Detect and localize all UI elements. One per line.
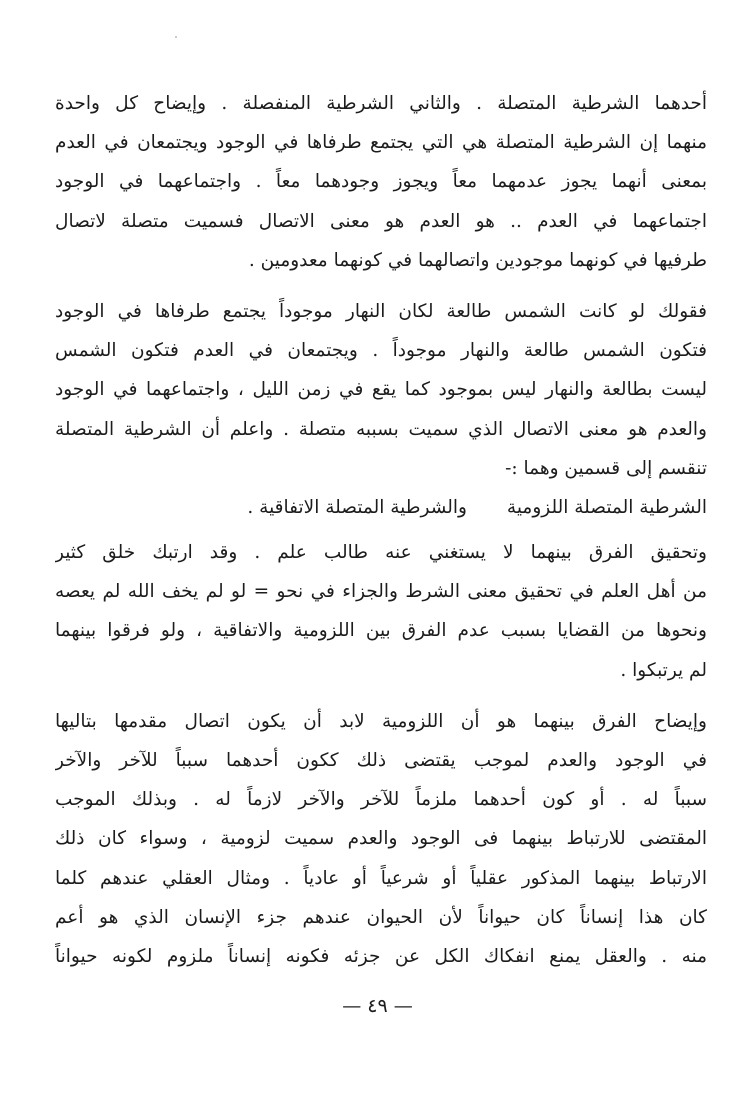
text-line: المقتضى للارتباط بينهما فى الوجود والعدم سميت لزومية ، وسواء كان ذلك bbox=[55, 828, 707, 850]
paragraph-4 bbox=[55, 702, 707, 976]
text-line: في الوجود والعدم لموجب يقتضى ذلك ككون أحدهما سبباً للآخر والآخر bbox=[55, 750, 707, 771]
text-line: بمعنى أنهما يجوز عدمهما معاً ويجوز وجودهما معاً . واجتماعهما في الوجود bbox=[55, 171, 707, 193]
text-line: منهما إن الشرطية المتصلة هي التي يجتمع طرفاها في الوجود ويجتمعان في العدم bbox=[55, 132, 707, 154]
paragraph-1 bbox=[55, 84, 707, 280]
text-line: وتحقيق الفرق بينهما لا يستغني عنه طالب علم . وقد ارتبك خلق كثير bbox=[55, 542, 707, 564]
text-line: طرفيها في كونهما موجودين واتصالهما في كونهما معدومين . bbox=[248, 249, 707, 271]
text-line: منه . والعقل يمنع انفكاك الكل عن جزئه فكونه إنساناً ملزوم لكونه حيواناً bbox=[55, 945, 707, 967]
text-line: ليست بطالعة والنهار ليس بموجود كما يقع في زمن الليل ، واجتماعهما في الوجود bbox=[55, 379, 707, 401]
text-line: الارتباط بينهما المذكور عقلياً أو شرعياً أو عادياً . ومثال العقلي عندهم كلما bbox=[55, 867, 707, 889]
text-line: والعدم هو معنى الاتصال الذي سميت بسببه متصلة . واعلم أن الشرطية المتصلة bbox=[55, 418, 707, 440]
text-line: سبباً له . أو كون أحدهما ملزماً للآخر والآخر لازماً له . وبذلك الموجب bbox=[55, 789, 707, 811]
speck bbox=[175, 36, 177, 38]
text-line: تنقسم إلى قسمين وهما :- bbox=[505, 457, 707, 479]
text-line: فتكون الشمس طالعة والنهار موجوداً . ويجتمعان في العدم فتكون الشمس bbox=[55, 340, 707, 362]
text-line: أحدهما الشرطية المتصلة . والثاني الشرطية المنفصلة . وإيضاح كل واحدة bbox=[55, 93, 707, 114]
text-line: اجتماعهما في العدم .. هو العدم هو معنى الاتصال فسميت متصلة لاتصال bbox=[55, 210, 707, 232]
text-line: من أهل العلم في تحقيق معنى الشرط والجزاء في نحو = لو لم يخف الله لم يعصه bbox=[55, 581, 707, 603]
paragraph-2 bbox=[55, 292, 707, 488]
text-line: لم يرتبكوا . bbox=[620, 659, 707, 681]
division-first: الشرطية المتصلة اللزومية bbox=[506, 496, 707, 518]
text-line: وإيضاح الفرق بينهما هو أن اللزومية لابد أن يكون اتصال مقدمها بتاليها bbox=[55, 710, 707, 732]
division-line bbox=[55, 488, 707, 527]
page-number: — ٤٩ — bbox=[342, 995, 413, 1017]
text-line: كان هذا إنساناً كان حيواناً لأن الحيوان عندهم جزء الإنسان الذي هو أعم bbox=[55, 906, 707, 928]
page-body bbox=[55, 84, 707, 976]
division-second: والشرطية المتصلة الاتفاقية . bbox=[247, 496, 467, 518]
text-line: ونحوها من القضايا بسبب عدم الفرق بين اللزومية والاتفاقية ، ولو فرقوا بينهما bbox=[55, 620, 707, 642]
paragraph-3 bbox=[55, 533, 707, 690]
text-line: فقولك لو كانت الشمس طالعة لكان النهار موجوداً يجتمع طرفاها في الوجود bbox=[55, 300, 707, 322]
